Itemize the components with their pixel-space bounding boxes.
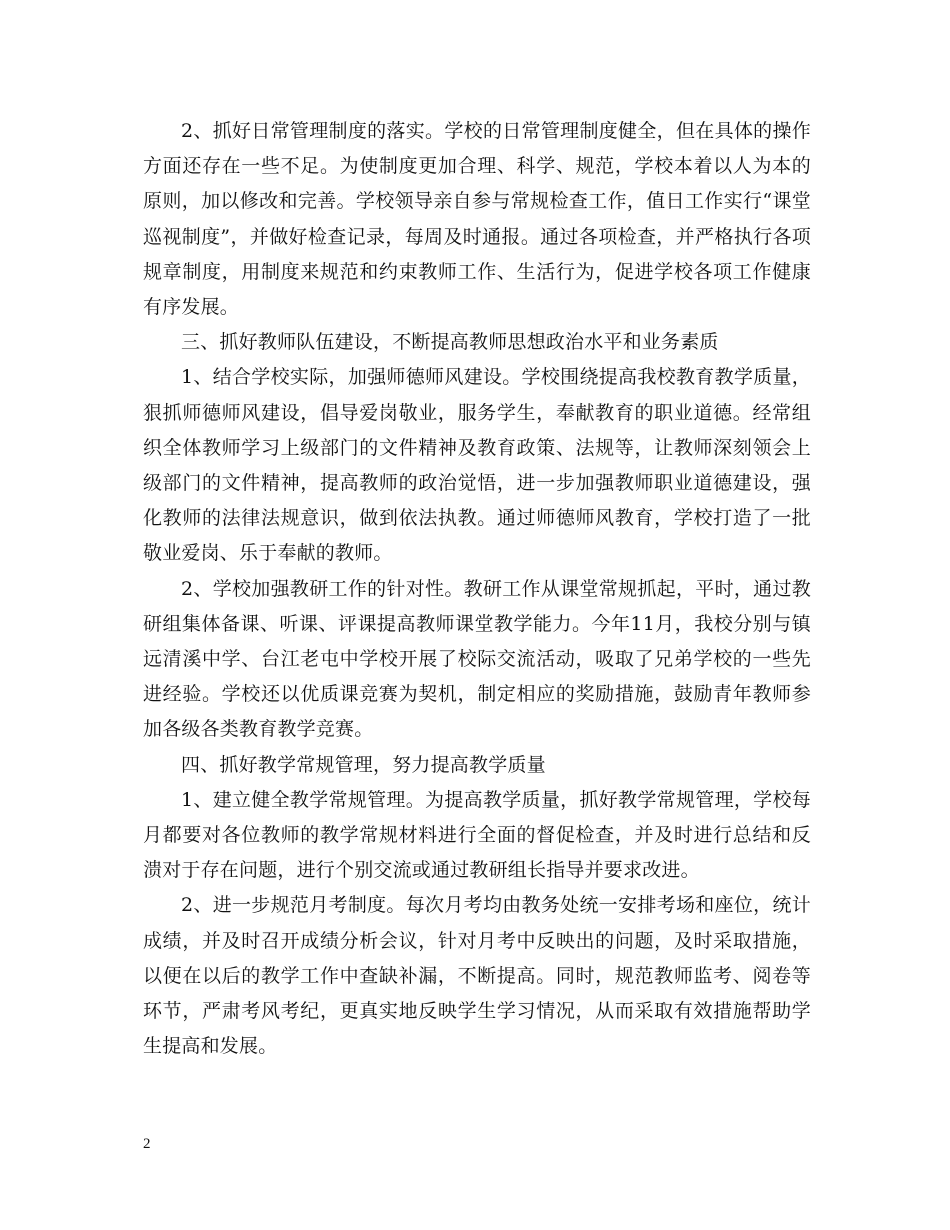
paragraph-teaching-research: 2、学校加强教研工作的针对性。教研工作从课堂常规抓起，平时，通过教研组集体备课、听课、评课提高教师课堂教学能力。今年11月，我校分别与镇远清溪中学、台江老屯中学校开展了校际交流活动，吸取了兄弟学校的一些先进经验。学校还以优质课竞赛为契机，制定相应的奖励措施，鼓励青年教师参加各级各类教育教学竞赛。 xyxy=(143,577,811,741)
paragraph-monthly-exam: 2、进一步规范月考制度。每次月考均由教务处统一安排考场和座位，统计成绩，并及时召开成绩分析会议，针对月考中反映出的问题，及时采取措施，以便在以后的教学工作中查缺补漏，不断提高。同时，规范教师监考、阅卷等环节，严肃考风考纪，更真实地反映学生学习情况，从而采取有效措施帮助学生提高和发展。 xyxy=(143,894,811,1058)
section-heading-teacher-team: 三、抓好教师队伍建设，不断提高教师思想政治水平和业务素质 xyxy=(181,331,719,354)
document-body xyxy=(143,114,811,1064)
page-number: 2 xyxy=(143,1136,151,1152)
paragraph-routine-management: 1、建立健全教学常规管理。为提高教学质量，抓好教学常规管理，学校每月都要对各位教师的教学常规材料进行全面的督促检查，并及时进行总结和反溃对于存在问题，进行个别交流或通过教研组长指导并要求改进。 xyxy=(143,788,811,882)
section-heading-teaching-routine: 四、抓好教学常规管理，努力提高教学质量 xyxy=(181,753,546,776)
paragraph-teacher-ethics: 1、结合学校实际，加强师德师风建设。学校围绕提高我校教育教学质量，狠抓师德师风建设，倡导爱岗敬业，服务学生，奉献教育的职业道德。经常组织全体教师学习上级部门的文件精神及教育政策、法规等，让教师深刻领会上级部门的文件精神，提高教师的政治觉悟，进一步加强教师职业道德建设，强化教师的法律法规意识，做到依法执教。通过师德师风教育，学校打造了一批敬业爱岗、乐于奉献的教师。 xyxy=(143,366,811,565)
paragraph-daily-management: 2、抓好日常管理制度的落实。学校的日常管理制度健全，但在具体的操作方面还存在一些不足。为使制度更加合理、科学、规范，学校本着以人为本的原则，加以修改和完善。学校领导亲自参与常规检查工作，值日工作实行“课堂巡视制度”，并做好检查记录，每周及时通报。通过各项检查，并严格执行各项规章制度，用制度来规范和约束教师工作、生活行为，促进学校各项工作健康有序发展。 xyxy=(143,120,811,319)
